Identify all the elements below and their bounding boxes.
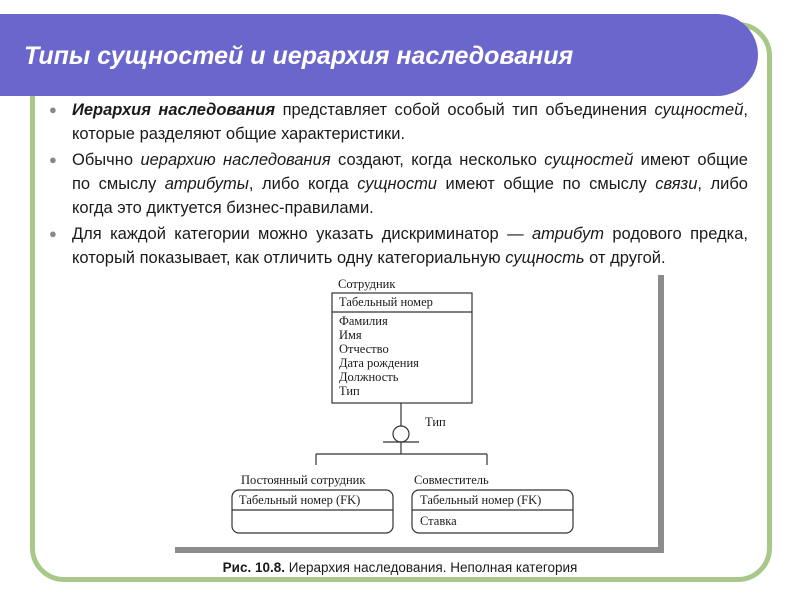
caption-number: Рис. 10.8.: [222, 560, 285, 575]
child-key: Табельный номер (FK): [239, 493, 361, 507]
figure-caption: [0, 560, 800, 575]
child-entity-name: Совместитель: [414, 473, 489, 487]
bullet-part: сущностей: [654, 101, 744, 119]
child-attribute: Ставка: [420, 514, 457, 528]
bullet-part: Обычно: [72, 151, 141, 169]
bullet-part: , которые разделяют общие характеристики.: [72, 101, 748, 143]
bullet-dot-icon: ●: [49, 152, 57, 167]
bullet-item: [48, 222, 748, 270]
bullet-dot-icon: ●: [49, 226, 57, 241]
bullet-part: от другой.: [584, 249, 666, 267]
bullet-part: родового предка, который показывает, как отличить одну категориальную: [72, 225, 749, 267]
bullet-part: сущность: [505, 249, 585, 267]
parent-attribute: Дата рождения: [339, 356, 419, 370]
parent-key: Табельный номер: [339, 295, 433, 309]
er-diagram-canvas: [169, 269, 658, 547]
bullet-part: иерархию наследования: [140, 151, 331, 169]
child-entity-name: Постоянный сотрудник: [241, 473, 366, 487]
parent-entity-name: Сотрудник: [338, 277, 396, 291]
caption-text: Иерархия наследования. Неполная категория: [288, 560, 578, 575]
bullet-part: сущности: [357, 175, 437, 193]
child-key: Табельный номер (FK): [420, 493, 542, 507]
discriminator-label: Тип: [425, 415, 446, 429]
bullet-part: связи: [655, 175, 698, 193]
bullet-part: атрибуты: [164, 175, 249, 193]
er-diagram: [169, 269, 658, 547]
bullet-part: , либо когда это диктуется бизнес-правилами.: [72, 175, 748, 217]
parent-attribute: Тип: [339, 384, 360, 398]
bullet-list: [48, 98, 748, 272]
bullet-part: , либо когда: [248, 175, 358, 193]
parent-attribute: Имя: [339, 328, 362, 342]
category-symbol: [393, 426, 409, 442]
bullet-item: [48, 98, 748, 146]
bullet-part: представляет собой особый тип объединения: [275, 101, 655, 119]
bullet-part: имеют общие по смыслу: [72, 151, 748, 193]
slide-title: Типы сущностей и иерархия наследования: [24, 42, 574, 70]
title-bar: [0, 14, 758, 96]
bullet-part: имеют общие по смыслу: [437, 175, 656, 193]
parent-attribute: Фамилия: [339, 314, 388, 328]
bullet-part: Для каждой категории можно указать дискриминатор —: [72, 225, 532, 243]
bullet-part: создают, когда несколько: [330, 151, 545, 169]
bullet-part: атрибут: [531, 225, 604, 243]
bullet-part: Иерархия наследования: [72, 101, 276, 119]
parent-attribute: Должность: [339, 370, 399, 384]
bullet-part: сущностей: [544, 151, 634, 169]
bullet-item: [48, 148, 748, 220]
parent-attribute: Отчество: [339, 342, 389, 356]
bullet-dot-icon: ●: [49, 102, 57, 117]
